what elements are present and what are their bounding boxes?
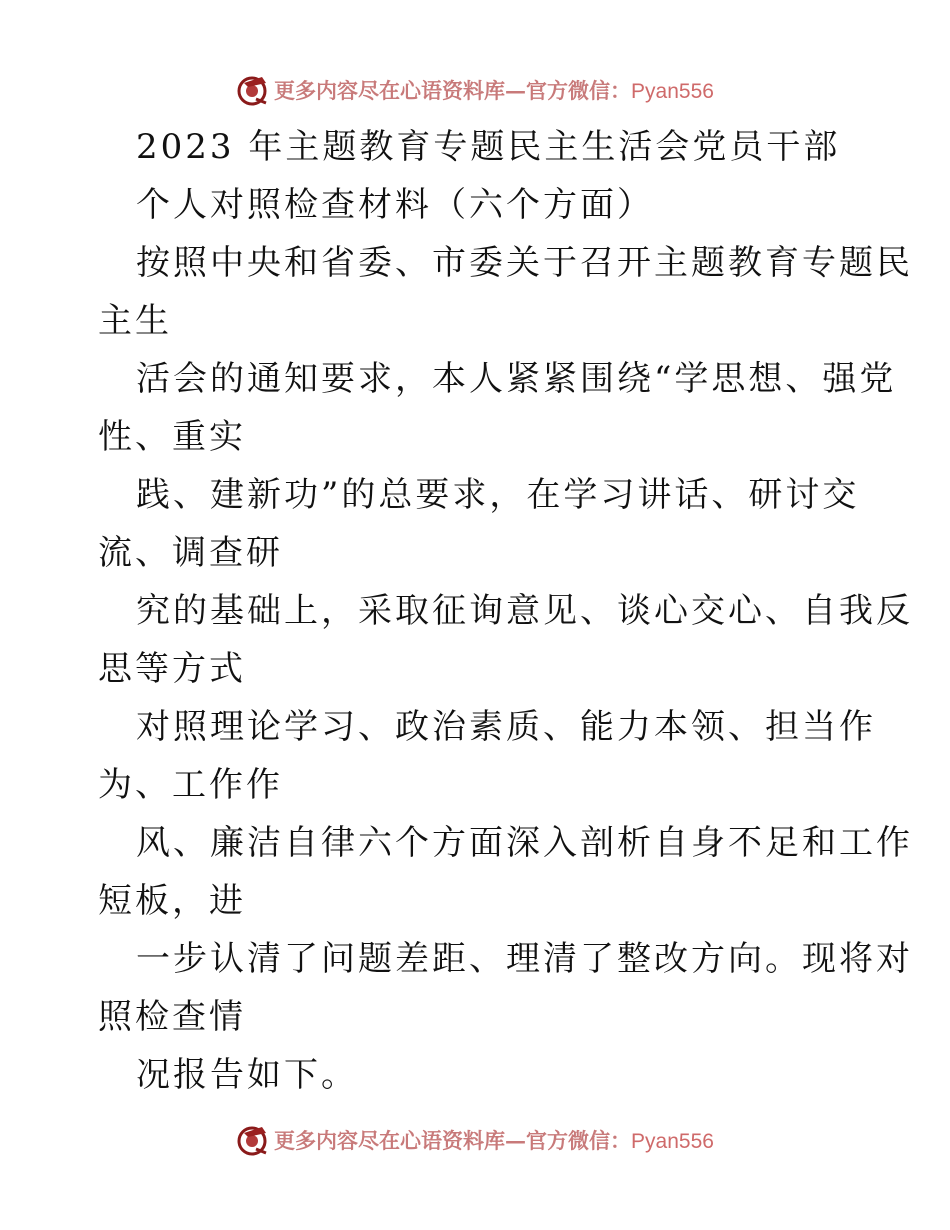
text-line: 照检查情 xyxy=(98,997,246,1037)
watermark-text xyxy=(274,75,714,105)
text-line: 个人对照检查材料（六个方面） xyxy=(136,185,654,225)
document-body xyxy=(98,118,913,1104)
watermark-banner-bottom xyxy=(0,1120,950,1160)
text-line: 究的基础上，采取征询意见、谈心交心、自我反 xyxy=(136,591,913,631)
watermark-wechat-id: Pyan556 xyxy=(631,1130,714,1153)
text-line: 短板，进 xyxy=(98,881,246,921)
text-line: 性、重实 xyxy=(98,417,246,457)
watermark-banner-top xyxy=(0,70,950,110)
text-line: 2023 年主题教育专题民主生活会党员干部 xyxy=(136,127,841,167)
text-line: 践、建新功”的总要求，在学习讲话、研讨交 xyxy=(136,475,860,515)
text-line: 为、工作作 xyxy=(98,765,283,805)
text-line: 思等方式 xyxy=(98,649,246,689)
text-line: 流、调查研 xyxy=(98,533,283,573)
text-line: 活会的通知要求，本人紧紧围绕“学思想、强党 xyxy=(136,359,897,399)
text-line: 一步认清了问题差距、理清了整改方向。现将对 xyxy=(136,939,913,979)
watermark-label: 更多内容尽在心语资料库—官方微信： xyxy=(274,1128,632,1153)
brand-logo-icon xyxy=(236,73,270,107)
watermark-label: 更多内容尽在心语资料库—官方微信： xyxy=(274,78,632,103)
watermark-text xyxy=(274,1125,714,1155)
text-line: 主生 xyxy=(98,301,172,341)
text-line: 按照中央和省委、市委关于召开主题教育专题民 xyxy=(136,243,913,283)
text-line: 对照理论学习、政治素质、能力本领、担当作 xyxy=(136,707,876,747)
brand-logo-icon xyxy=(236,1123,270,1157)
watermark-wechat-id: Pyan556 xyxy=(631,80,714,103)
text-line: 况报告如下。 xyxy=(136,1055,358,1095)
text-line: 风、廉洁自律六个方面深入剖析自身不足和工作 xyxy=(136,823,913,863)
